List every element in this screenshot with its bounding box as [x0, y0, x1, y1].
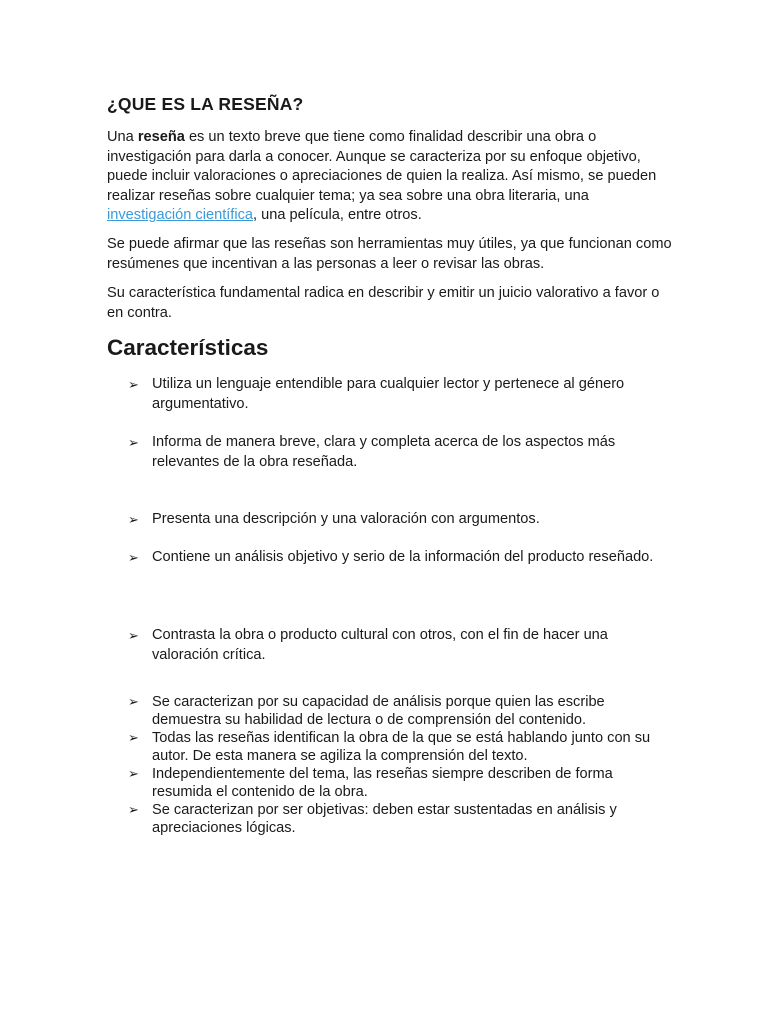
usefulness-paragraph: Se puede afirmar que las reseñas son herramientas muy útiles, ya que funcionan como resúmenes que incentivan a las personas a leer o revisar las obras.	[107, 236, 672, 272]
intro-bold-term: reseña	[137, 129, 185, 145]
list-item-text: Informa de manera breve, clara y completa acerca de los aspectos más relevantes de la obra reseñada.	[152, 434, 616, 470]
list-item	[128, 375, 668, 414]
arrow-bullet-icon: ➢	[128, 377, 139, 392]
arrow-bullet-icon: ➢	[128, 435, 139, 450]
list-item	[128, 433, 668, 472]
list-item-text: Contrasta la obra o producto cultural con otros, con el fin de hacer una valoración crítica.	[152, 627, 608, 663]
arrow-bullet-icon: ➢	[128, 512, 139, 527]
intro-text-start: Una	[107, 129, 138, 145]
arrow-bullet-icon: ➢	[128, 694, 139, 709]
list-item-text: Se caracterizan por su capacidad de análisis porque quien las escribe demuestra su habilidad de lectura o de comprensión del contenido.	[152, 694, 605, 728]
list-item-text: Se caracterizan por ser objetivas: deben estar sustentadas en análisis y apreciaciones lógicas.	[152, 802, 617, 836]
fundamental-paragraph: Su característica fundamental radica en describir y emitir un juicio valorativo a favor o en contra.	[107, 285, 660, 321]
investigacion-cientifica-link[interactable]: investigación científica	[107, 207, 254, 224]
arrow-bullet-icon: ➢	[128, 550, 139, 565]
intro-text-end: , una película, entre otros.	[253, 207, 422, 224]
list-item-text: Independientemente del tema, las reseñas siempre describen de forma resumida el contenido de la obra.	[152, 766, 613, 800]
list-item	[128, 548, 668, 568]
list-item	[128, 693, 668, 729]
list-item	[128, 626, 668, 665]
arrow-bullet-icon: ➢	[128, 766, 139, 781]
list-item-text: Presenta una descripción y una valoración con argumentos.	[152, 511, 540, 527]
list-item-text: Contiene un análisis objetivo y serio de la información del producto reseñado.	[152, 549, 654, 565]
arrow-bullet-icon: ➢	[128, 628, 139, 643]
list-item	[128, 801, 668, 837]
list-item	[128, 510, 668, 530]
list-item	[128, 765, 668, 801]
intro-text-middle: es un texto breve que tiene como finalidad describir una obra o investigación para darla a conocer. Aunque se caracteriza por su enfoque objetivo, puede incluir valoraciones o apreciaciones de quien la realiza. Así mismo, se pueden realizar reseñas sobre cualquier tema; ya sea sobre una obra literaria, una	[107, 129, 657, 204]
section-heading: Características	[107, 335, 269, 360]
list-item-text: Utiliza un lenguaje entendible para cualquier lector y pertenece al género argumentativo.	[152, 376, 625, 412]
list-item-text: Todas las reseñas identifican la obra de la que se está hablando junto con su autor. De esta manera se agiliza la comprensión del texto.	[152, 730, 651, 764]
page-title: ¿QUE ES LA RESEÑA?	[107, 94, 304, 114]
arrow-bullet-icon: ➢	[128, 730, 139, 745]
arrow-bullet-icon: ➢	[128, 802, 139, 817]
intro-paragraph	[107, 128, 672, 226]
list-item	[128, 729, 668, 765]
